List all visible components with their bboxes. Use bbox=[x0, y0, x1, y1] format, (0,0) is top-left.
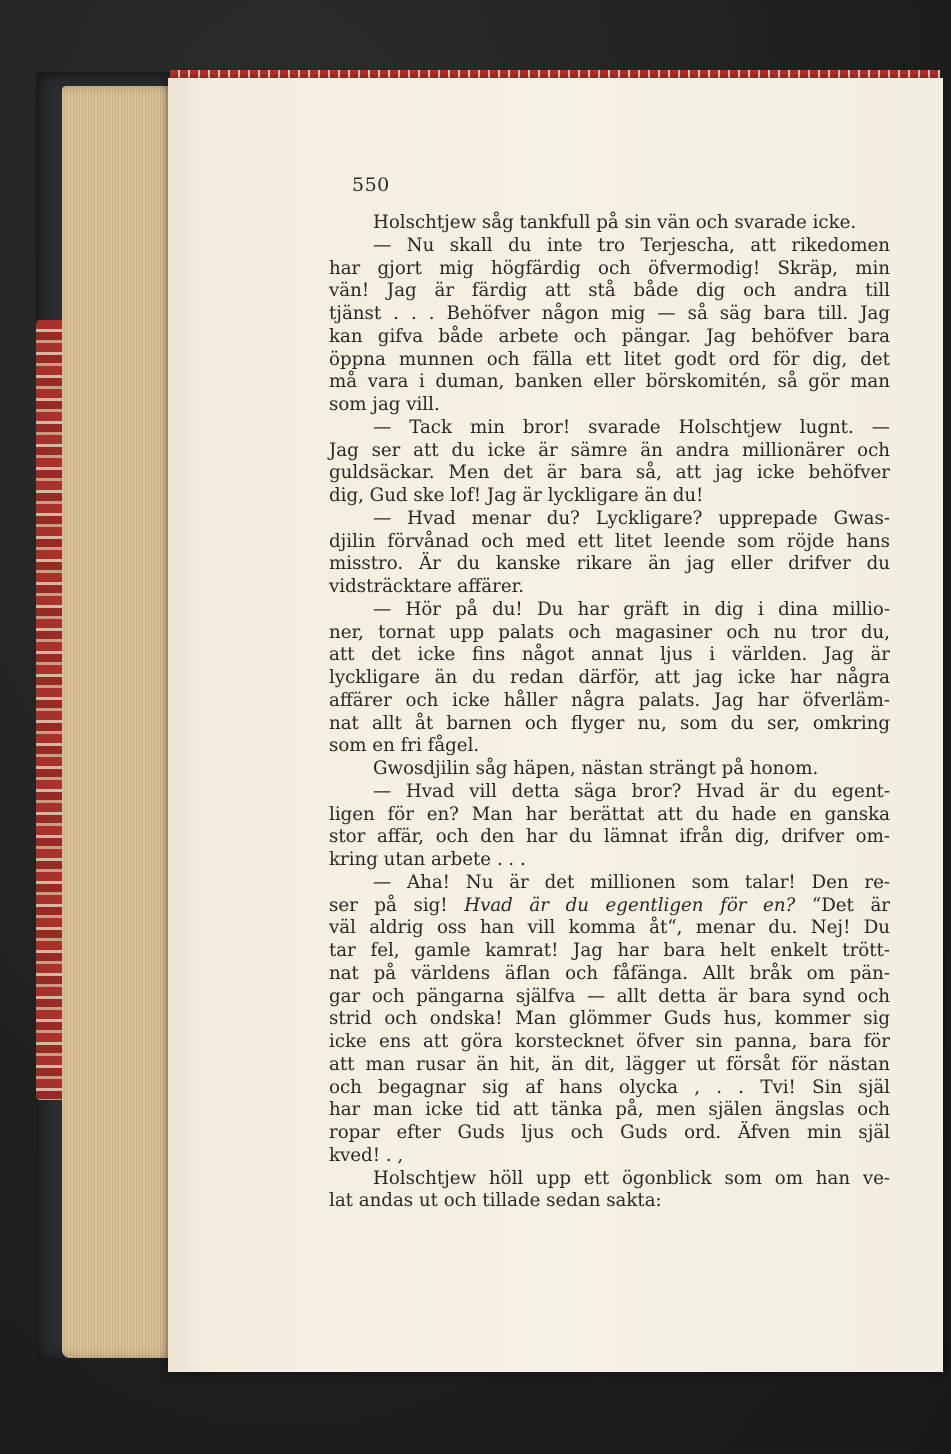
text-line: misstro. Är du kanske rikare än jag eller drifver du bbox=[329, 553, 890, 575]
text-line: — Tack min bror! svarade Holschtjew lugnt. — bbox=[373, 416, 890, 438]
text-line: affärer och icke håller några palats. Jag har öfverläm- bbox=[329, 689, 890, 711]
text-line: som jag vill. bbox=[329, 394, 440, 415]
text-line: kring utan arbete . . . bbox=[329, 849, 526, 870]
text-line: — Hör på du! Du har gräft in dig i dina millio- bbox=[373, 598, 890, 620]
text-line: guldsäckar. Men det är bara så, att jag icke behöfver bbox=[329, 462, 890, 484]
text-line: — Hvad menar du? Lyckligare? upprepade Gwas- bbox=[373, 507, 890, 529]
text-line: nat på världens äflan och fåfänga. Allt bråk om pän- bbox=[329, 962, 890, 984]
text-line: öppna munnen och fälla ett litet godt ord för dig, det bbox=[329, 348, 890, 370]
text-line: kved! . , bbox=[329, 1144, 404, 1166]
text-line: gar och pängarna själfva — allt detta är bara synd och bbox=[329, 985, 890, 1007]
text-line: vidsträcktare affärer. bbox=[329, 576, 525, 597]
text-line: som en fri fågel. bbox=[329, 735, 480, 757]
text-line: lyckligare än du redan därför, att jag icke har några bbox=[329, 667, 890, 688]
text-line: — Nu skall du inte tro Terjescha, att rikedomen bbox=[373, 234, 890, 256]
text-line: vän! Jag är färdig att stå både dig och andra till bbox=[329, 280, 890, 302]
text-line: ner, tornat upp palats och magasiner och nu tror du, bbox=[329, 621, 890, 643]
text-line: tar fel, gamle kamrat! Jag har bara helt enkelt trött- bbox=[329, 940, 890, 961]
text-segment: “Det är bbox=[795, 894, 890, 916]
page-edges bbox=[62, 86, 174, 1358]
text-line: har man icke tid att tänka på, men själen ängslas och bbox=[329, 1099, 890, 1121]
text-line: djilin förvånad och med ett litet leende som röjde hans bbox=[329, 530, 890, 552]
text-line: Holschtjew höll upp ett ögonblick som om han ve- bbox=[373, 1167, 890, 1189]
text-line: Gwosdjilin såg häpen, nästan strängt på honom. bbox=[373, 758, 819, 779]
text-line: nat allt åt barnen och flyger nu, som du ser, omkring bbox=[329, 712, 890, 734]
italic-quote: Hvad är du egentligen för en? bbox=[464, 894, 796, 916]
body-text bbox=[329, 212, 890, 1213]
text-line: har gjort mig högfärdig och öfvermodig! Skräp, min bbox=[329, 257, 890, 279]
text-line: lat andas ut och tillade sedan sakta: bbox=[329, 1190, 662, 1212]
text-line: och begagnar sig af hans olycka , . . Tvi! Sin själ bbox=[329, 1076, 890, 1098]
text-segment: ser på sig! bbox=[329, 894, 465, 916]
text-line: må vara i duman, banken eller börskomitén, så gör man bbox=[329, 371, 890, 393]
text-line: dig, Gud ske lof! Jag är lyckligare än du! bbox=[329, 485, 704, 506]
text-line: väl aldrig oss han vill komma åt“, menar du. Nej! Du bbox=[329, 917, 890, 939]
text-line: ropar efter Guds ljus och Guds ord. Äfven min själ bbox=[329, 1122, 890, 1143]
text-line bbox=[329, 895, 890, 918]
text-line: kan gifva både arbete och pängar. Jag behöfver bara bbox=[329, 325, 890, 347]
text-line: icke ens att göra korstecknet öfver sin panna, bara för bbox=[329, 1031, 890, 1052]
text-line: tjänst . . . Behöfver någon mig — så säg bara till. Jag bbox=[329, 303, 890, 324]
text-line: — Aha! Nu är det millionen som talar! Den re- bbox=[373, 871, 890, 893]
text-line: strid och ondska! Man glömmer Guds hus, kommer sig bbox=[329, 1008, 890, 1030]
text-line: att det icke fins något annat ljus i världen. Jag är bbox=[329, 644, 890, 666]
page-number: 550 bbox=[352, 174, 390, 196]
text-line: Holschtjew såg tankfull på sin vän och svarade icke. bbox=[373, 212, 857, 233]
text-line: ligen för en? Man har berättat att du hade en ganska bbox=[329, 803, 890, 825]
text-line: — Hvad vill detta säga bror? Hvad är du egent- bbox=[373, 780, 890, 802]
text-line: Jag ser att du icke är sämre än andra millionärer och bbox=[329, 439, 890, 461]
text-line: att man rusar än hit, än dit, lägger ut försåt för nästan bbox=[329, 1053, 890, 1075]
text-line: stor affär, och den har du lämnat ifrån dig, drifver om- bbox=[329, 826, 890, 848]
